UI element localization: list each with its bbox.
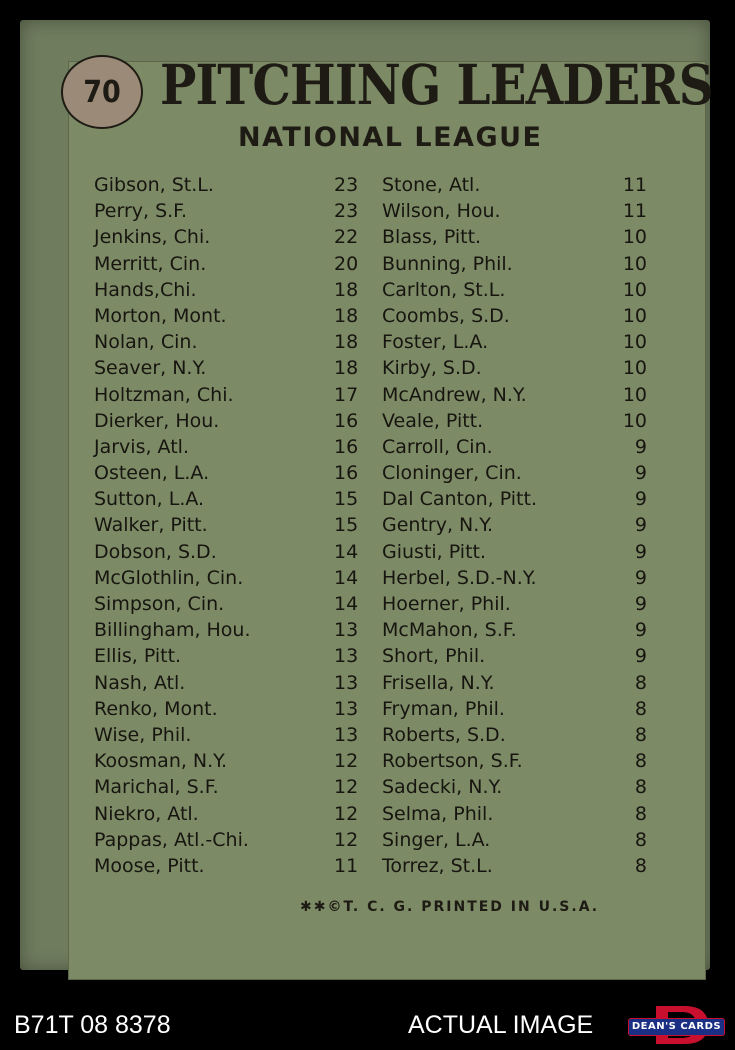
left-pitcher-name: McGlothlin, Cin. bbox=[94, 566, 244, 589]
left-pitcher-wins: 13 bbox=[334, 645, 359, 668]
right-pitcher-name: Giusti, Pitt. bbox=[382, 540, 487, 563]
leader-row bbox=[0, 174, 735, 200]
leader-row bbox=[0, 514, 735, 540]
leader-row bbox=[0, 279, 735, 305]
leader-row bbox=[0, 357, 735, 383]
right-pitcher-name: Bunning, Phil. bbox=[382, 252, 513, 275]
leader-row bbox=[0, 750, 735, 776]
right-pitcher-name: Torrez, St.L. bbox=[382, 854, 493, 877]
left-pitcher-name: Holtzman, Chi. bbox=[94, 383, 234, 406]
card-number-badge bbox=[61, 55, 143, 129]
right-pitcher-name: Hoerner, Phil. bbox=[382, 593, 511, 615]
right-pitcher-wins: 8 bbox=[634, 750, 647, 773]
leader-row bbox=[0, 305, 735, 331]
left-pitcher-name: Seaver, N.Y. bbox=[94, 357, 207, 380]
right-pitcher-name: McAndrew, N.Y. bbox=[382, 383, 527, 406]
left-pitcher-name: Pappas, Atl.-Chi. bbox=[94, 828, 249, 851]
right-pitcher-wins: 9 bbox=[634, 645, 647, 668]
right-pitcher-wins: 8 bbox=[634, 697, 647, 720]
right-pitcher-wins: 8 bbox=[634, 776, 647, 799]
left-pitcher-name: Marichal, S.F. bbox=[94, 776, 219, 799]
left-pitcher-wins: 23 bbox=[334, 174, 359, 196]
left-pitcher-name: Moose, Pitt. bbox=[94, 854, 205, 877]
right-pitcher-wins: 8 bbox=[634, 671, 647, 694]
left-pitcher-wins: 13 bbox=[334, 619, 359, 642]
leader-row bbox=[0, 410, 735, 436]
leader-row bbox=[0, 776, 735, 802]
left-pitcher-name: Koosman, N.Y. bbox=[94, 750, 227, 773]
leader-row bbox=[0, 645, 735, 671]
right-pitcher-name: Frisella, N.Y. bbox=[382, 671, 495, 694]
left-pitcher-wins: 13 bbox=[334, 697, 359, 720]
leader-row bbox=[0, 672, 735, 698]
leader-row bbox=[0, 436, 735, 462]
right-pitcher-name: Selma, Phil. bbox=[382, 802, 494, 825]
right-pitcher-name: Kirby, S.D. bbox=[382, 357, 482, 380]
leader-row bbox=[0, 462, 735, 488]
right-pitcher-wins: 10 bbox=[622, 357, 647, 380]
right-pitcher-name: Robertson, S.F. bbox=[382, 750, 523, 773]
right-pitcher-name: Sadecki, N.Y. bbox=[382, 776, 503, 799]
inventory-code: B71T 08 8378 bbox=[14, 1011, 171, 1039]
left-pitcher-name: Dobson, S.D. bbox=[94, 540, 217, 563]
leader-row bbox=[0, 226, 735, 252]
left-pitcher-wins: 12 bbox=[334, 750, 359, 773]
right-pitcher-wins: 8 bbox=[634, 854, 647, 877]
right-pitcher-wins: 9 bbox=[634, 488, 647, 511]
right-pitcher-name: Carroll, Cin. bbox=[382, 435, 493, 458]
leader-row bbox=[0, 855, 735, 881]
left-pitcher-wins: 14 bbox=[334, 566, 359, 589]
leader-row bbox=[0, 829, 735, 855]
right-pitcher-name: Herbel, S.D.-N.Y. bbox=[382, 566, 537, 589]
left-pitcher-wins: 13 bbox=[334, 723, 359, 746]
actual-image-caption: ACTUAL IMAGE bbox=[408, 1011, 594, 1039]
card-footer: ✱✱©T. C. G. PRINTED IN U.S.A. bbox=[300, 899, 600, 915]
right-pitcher-name: Singer, L.A. bbox=[382, 828, 491, 851]
deans-cards-logo bbox=[628, 1004, 723, 1046]
left-pitcher-wins: 12 bbox=[334, 828, 359, 851]
left-pitcher-name: Dierker, Hou. bbox=[94, 409, 220, 432]
left-pitcher-name: Nolan, Cin. bbox=[94, 331, 198, 354]
left-pitcher-name: Nash, Atl. bbox=[94, 671, 186, 694]
left-pitcher-wins: 15 bbox=[334, 514, 359, 537]
left-pitcher-wins: 12 bbox=[334, 802, 359, 825]
leader-row bbox=[0, 200, 735, 226]
left-pitcher-wins: 18 bbox=[334, 278, 359, 301]
right-pitcher-name: Short, Phil. bbox=[382, 645, 486, 668]
left-pitcher-name: Ellis, Pitt. bbox=[94, 645, 182, 668]
left-pitcher-name: Merritt, Cin. bbox=[94, 252, 207, 275]
right-pitcher-name: Wilson, Hou. bbox=[382, 200, 501, 223]
right-pitcher-wins: 9 bbox=[634, 462, 647, 485]
right-pitcher-wins: 8 bbox=[634, 828, 647, 851]
right-pitcher-wins: 11 bbox=[622, 200, 647, 223]
leader-row bbox=[0, 619, 735, 645]
left-pitcher-wins: 16 bbox=[334, 435, 359, 458]
right-pitcher-wins: 8 bbox=[634, 802, 647, 825]
leader-row bbox=[0, 253, 735, 279]
card-title: PITCHING LEADERS bbox=[160, 52, 713, 117]
left-pitcher-wins: 14 bbox=[334, 593, 359, 615]
left-pitcher-name: Simpson, Cin. bbox=[94, 593, 225, 615]
right-pitcher-wins: 9 bbox=[634, 593, 647, 615]
left-pitcher-wins: 16 bbox=[334, 409, 359, 432]
left-pitcher-wins: 18 bbox=[334, 357, 359, 380]
left-pitcher-name: Jarvis, Atl. bbox=[94, 435, 189, 458]
card-number: 70 bbox=[83, 74, 121, 110]
leaders-table bbox=[0, 174, 735, 881]
right-pitcher-name: Foster, L.A. bbox=[382, 331, 489, 354]
left-pitcher-wins: 12 bbox=[334, 776, 359, 799]
leader-row bbox=[0, 541, 735, 567]
leader-row bbox=[0, 724, 735, 750]
right-pitcher-wins: 10 bbox=[622, 409, 647, 432]
leader-row bbox=[0, 803, 735, 829]
left-pitcher-wins: 20 bbox=[334, 252, 359, 275]
left-pitcher-name: Renko, Mont. bbox=[94, 697, 218, 720]
right-pitcher-name: Dal Canton, Pitt. bbox=[382, 488, 537, 511]
left-pitcher-name: Niekro, Atl. bbox=[94, 802, 199, 825]
right-pitcher-name: Stone, Atl. bbox=[382, 174, 481, 196]
left-pitcher-name: Gibson, St.L. bbox=[94, 174, 214, 196]
right-pitcher-name: Roberts, S.D. bbox=[382, 723, 506, 746]
leader-row bbox=[0, 567, 735, 593]
leader-row bbox=[0, 384, 735, 410]
left-pitcher-name: Jenkins, Chi. bbox=[94, 226, 211, 249]
right-pitcher-name: Gentry, N.Y. bbox=[382, 514, 494, 537]
logo-text: DEAN'S CARDS bbox=[628, 1018, 725, 1036]
left-pitcher-wins: 17 bbox=[334, 383, 359, 406]
right-pitcher-wins: 9 bbox=[634, 435, 647, 458]
right-pitcher-name: Cloninger, Cin. bbox=[382, 462, 522, 485]
right-pitcher-wins: 10 bbox=[622, 383, 647, 406]
left-pitcher-wins: 14 bbox=[334, 540, 359, 563]
leader-row bbox=[0, 593, 735, 619]
right-pitcher-name: McMahon, S.F. bbox=[382, 619, 517, 642]
left-pitcher-name: Sutton, L.A. bbox=[94, 488, 205, 511]
right-pitcher-wins: 10 bbox=[622, 278, 647, 301]
right-pitcher-name: Blass, Pitt. bbox=[382, 226, 482, 249]
left-pitcher-name: Perry, S.F. bbox=[94, 200, 188, 223]
left-pitcher-wins: 13 bbox=[334, 671, 359, 694]
left-pitcher-wins: 23 bbox=[334, 200, 359, 223]
leader-row bbox=[0, 488, 735, 514]
left-pitcher-name: Billingham, Hou. bbox=[94, 619, 251, 642]
left-pitcher-wins: 11 bbox=[334, 854, 359, 877]
leader-row bbox=[0, 698, 735, 724]
right-pitcher-name: Carlton, St.L. bbox=[382, 278, 506, 301]
right-pitcher-wins: 11 bbox=[622, 174, 647, 196]
right-pitcher-name: Veale, Pitt. bbox=[382, 409, 484, 432]
card-subtitle: NATIONAL LEAGUE bbox=[238, 122, 543, 153]
left-pitcher-name: Walker, Pitt. bbox=[94, 514, 208, 537]
right-pitcher-wins: 10 bbox=[622, 226, 647, 249]
right-pitcher-name: Fryman, Phil. bbox=[382, 697, 505, 720]
left-pitcher-name: Morton, Mont. bbox=[94, 304, 227, 327]
left-pitcher-name: Wise, Phil. bbox=[94, 723, 192, 746]
left-pitcher-wins: 22 bbox=[334, 226, 359, 249]
left-pitcher-name: Osteen, L.A. bbox=[94, 462, 210, 485]
right-pitcher-wins: 9 bbox=[634, 566, 647, 589]
right-pitcher-wins: 10 bbox=[622, 304, 647, 327]
right-pitcher-wins: 9 bbox=[634, 619, 647, 642]
leader-row bbox=[0, 331, 735, 357]
right-pitcher-wins: 10 bbox=[622, 331, 647, 354]
right-pitcher-wins: 8 bbox=[634, 723, 647, 746]
left-pitcher-wins: 18 bbox=[334, 304, 359, 327]
left-pitcher-wins: 15 bbox=[334, 488, 359, 511]
left-pitcher-wins: 16 bbox=[334, 462, 359, 485]
right-pitcher-wins: 9 bbox=[634, 540, 647, 563]
left-pitcher-name: Hands,Chi. bbox=[94, 278, 197, 301]
left-pitcher-wins: 18 bbox=[334, 331, 359, 354]
right-pitcher-wins: 10 bbox=[622, 252, 647, 275]
right-pitcher-wins: 9 bbox=[634, 514, 647, 537]
right-pitcher-name: Coombs, S.D. bbox=[382, 304, 510, 327]
